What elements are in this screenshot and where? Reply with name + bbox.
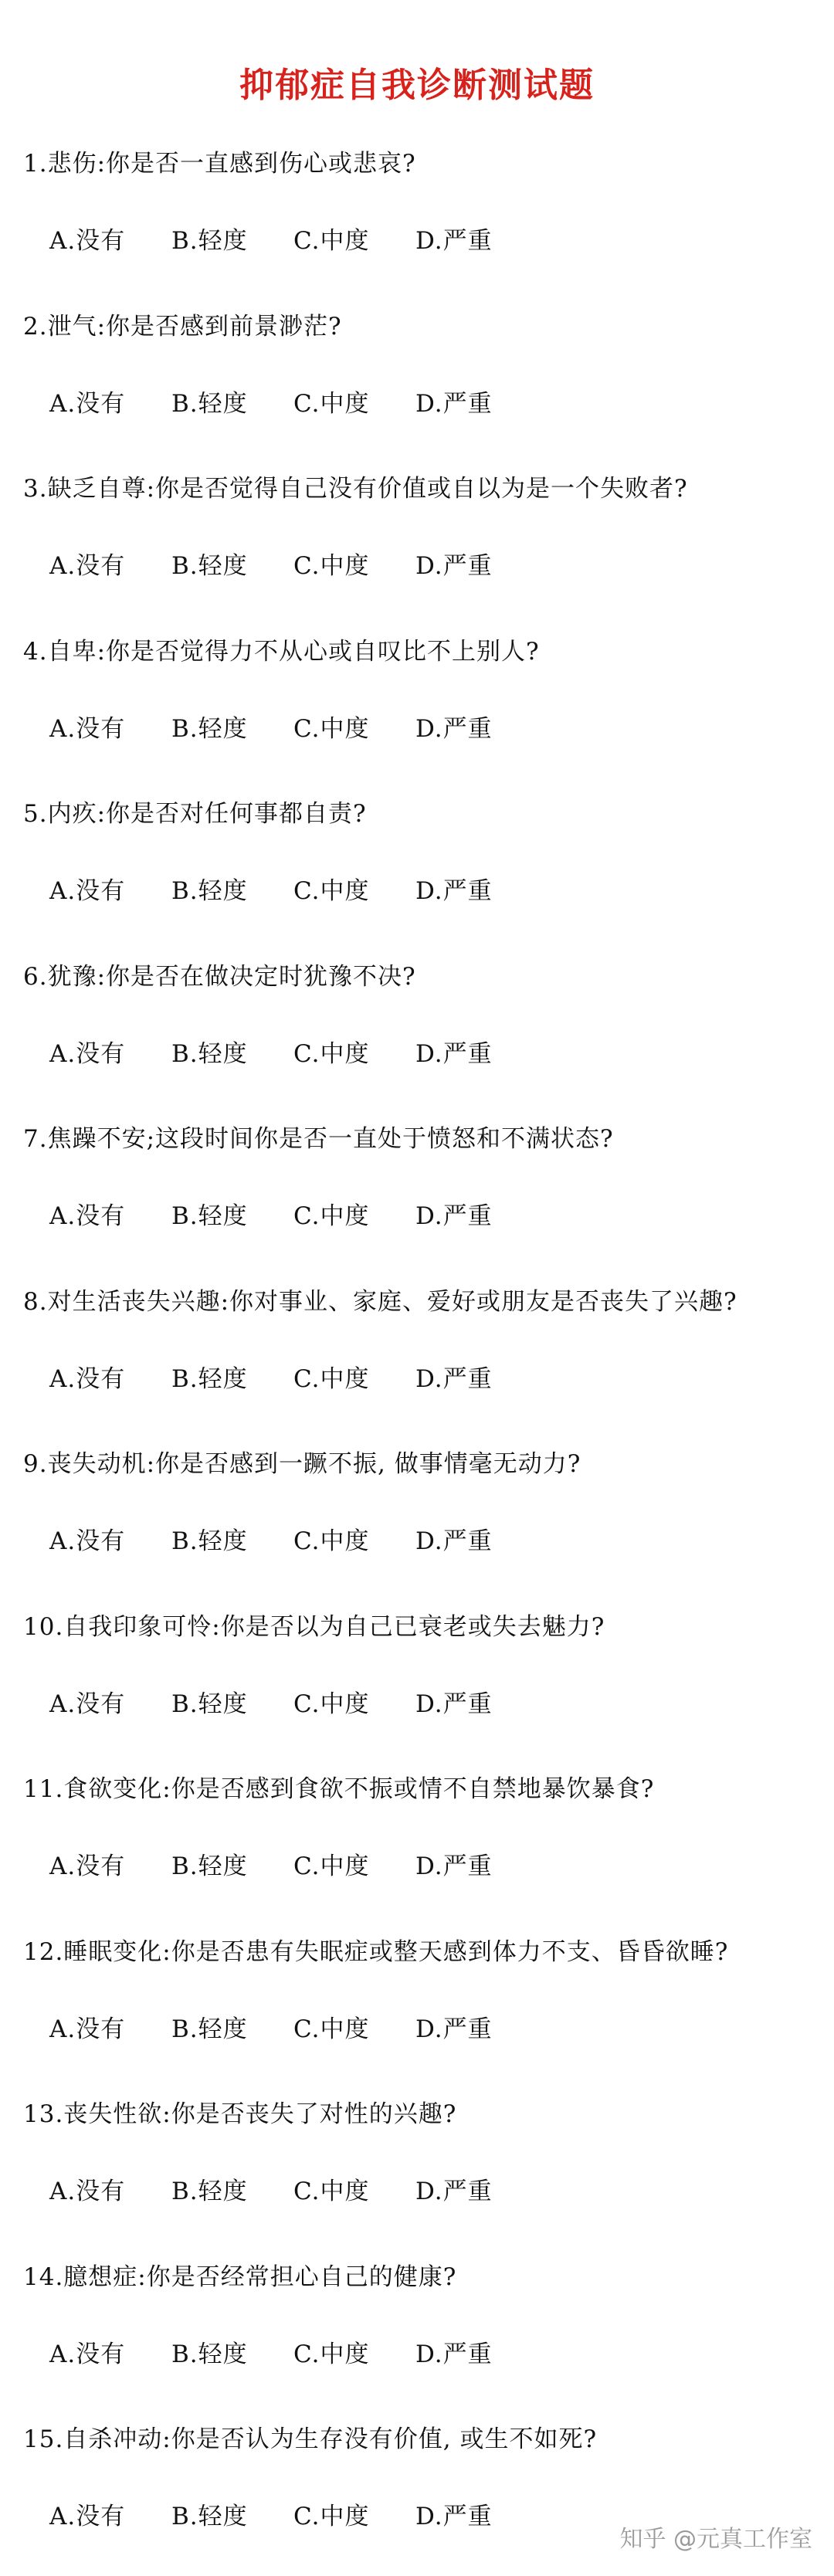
answer-option[interactable]: C.中度 <box>293 2340 370 2368</box>
answer-option[interactable]: D.严重 <box>415 1202 493 1230</box>
question-item <box>23 635 819 743</box>
answer-option[interactable]: C.中度 <box>293 390 370 418</box>
answer-option[interactable]: A.没有 <box>49 715 126 743</box>
answer-option[interactable]: A.没有 <box>49 2503 126 2530</box>
answer-options <box>49 1524 537 1558</box>
answer-option[interactable]: C.中度 <box>293 1527 370 1555</box>
answer-option[interactable]: A.没有 <box>49 390 126 418</box>
answer-options <box>49 2174 537 2208</box>
answer-option[interactable]: B.轻度 <box>171 2340 248 2368</box>
question-item <box>23 472 819 580</box>
answer-option[interactable]: B.轻度 <box>171 1040 248 1068</box>
answer-option[interactable]: D.严重 <box>415 1690 493 1718</box>
answer-options <box>49 1199 537 1233</box>
answer-options <box>49 874 537 908</box>
answer-option[interactable]: C.中度 <box>293 877 370 905</box>
answer-option[interactable]: D.严重 <box>415 1852 493 1880</box>
answer-option[interactable]: B.轻度 <box>171 877 248 905</box>
answer-option[interactable]: C.中度 <box>293 2015 370 2043</box>
answer-option[interactable]: D.严重 <box>415 1365 493 1393</box>
question-text: 11.食欲变化:你是否感到食欲不振或情不自禁地暴饮暴食? <box>23 1775 655 1803</box>
answer-options <box>49 2337 537 2371</box>
answer-option[interactable]: C.中度 <box>293 1365 370 1393</box>
answer-options <box>49 387 537 421</box>
question-text: 15.自杀冲动:你是否认为生存没有价值, 或生不如死? <box>23 2425 598 2453</box>
answer-option[interactable]: D.严重 <box>415 2503 493 2530</box>
question-text: 10.自我印象可怜:你是否以为自己已衰老或失去魅力? <box>23 1613 605 1641</box>
question-item <box>23 1610 819 1718</box>
answer-option[interactable]: D.严重 <box>415 877 493 905</box>
question-item <box>23 1285 819 1393</box>
question-item <box>23 147 819 255</box>
question-item <box>23 1935 819 2043</box>
answer-option[interactable]: A.没有 <box>49 2178 126 2205</box>
question-item <box>23 1772 819 1880</box>
answer-option[interactable]: A.没有 <box>49 1202 126 1230</box>
answer-option[interactable]: C.中度 <box>293 1202 370 1230</box>
answer-option[interactable]: C.中度 <box>293 227 370 255</box>
answer-option[interactable]: B.轻度 <box>171 1527 248 1555</box>
answer-option[interactable]: A.没有 <box>49 1527 126 1555</box>
answer-option[interactable]: D.严重 <box>415 227 493 255</box>
answer-option[interactable]: D.严重 <box>415 2178 493 2205</box>
question-text: 8.对生活丧失兴趣:你对事业、家庭、爱好或朋友是否丧失了兴趣? <box>23 1288 737 1316</box>
question-text: 2.泄气:你是否感到前景渺茫? <box>23 313 342 341</box>
answer-option[interactable]: B.轻度 <box>171 1202 248 1230</box>
question-text: 1.悲伤:你是否一直感到伤心或悲哀? <box>23 150 416 178</box>
answer-option[interactable]: B.轻度 <box>171 1690 248 1718</box>
question-item <box>23 797 819 905</box>
answer-option[interactable]: C.中度 <box>293 552 370 580</box>
answer-option[interactable]: D.严重 <box>415 2340 493 2368</box>
answer-option[interactable]: C.中度 <box>293 2178 370 2205</box>
answer-option[interactable]: A.没有 <box>49 2340 126 2368</box>
answer-options <box>49 1362 537 1396</box>
answer-option[interactable]: A.没有 <box>49 227 126 255</box>
question-item <box>23 1122 819 1230</box>
answer-options <box>49 1037 537 1071</box>
answer-option[interactable]: B.轻度 <box>171 227 248 255</box>
answer-option[interactable]: B.轻度 <box>171 2503 248 2530</box>
answer-option[interactable]: C.中度 <box>293 1040 370 1068</box>
question-text: 5.内疚:你是否对任何事都自责? <box>23 800 367 828</box>
question-item <box>23 2422 819 2530</box>
answer-option[interactable]: A.没有 <box>49 1690 126 1718</box>
answer-option[interactable]: B.轻度 <box>171 2015 248 2043</box>
question-item <box>23 310 819 418</box>
watermark: 知乎 @元真工作室 <box>619 2526 812 2553</box>
answer-option[interactable]: A.没有 <box>49 2015 126 2043</box>
answer-option[interactable]: D.严重 <box>415 552 493 580</box>
answer-option[interactable]: A.没有 <box>49 1365 126 1393</box>
question-item <box>23 2260 819 2368</box>
question-text: 12.睡眠变化:你是否患有失眠症或整天感到体力不支、昏昏欲睡? <box>23 1938 729 1966</box>
question-text: 13.丧失性欲:你是否丧失了对性的兴趣? <box>23 2100 457 2128</box>
answer-option[interactable]: D.严重 <box>415 2015 493 2043</box>
question-item <box>23 960 819 1068</box>
answer-option[interactable]: C.中度 <box>293 715 370 743</box>
answer-option[interactable]: C.中度 <box>293 1690 370 1718</box>
question-item <box>23 1447 819 1555</box>
question-text: 4.自卑:你是否觉得力不从心或自叹比不上别人? <box>23 638 540 666</box>
answer-option[interactable]: B.轻度 <box>171 2178 248 2205</box>
answer-option[interactable]: A.没有 <box>49 552 126 580</box>
answer-option[interactable]: C.中度 <box>293 2503 370 2530</box>
answer-options <box>49 2500 537 2534</box>
answer-option[interactable]: B.轻度 <box>171 1365 248 1393</box>
answer-option[interactable]: D.严重 <box>415 715 493 743</box>
answer-options <box>49 1849 537 1883</box>
answer-option[interactable]: B.轻度 <box>171 552 248 580</box>
answer-options <box>49 2012 537 2046</box>
answer-options <box>49 549 537 583</box>
answer-options <box>49 1687 537 1721</box>
question-text: 14.臆想症:你是否经常担心自己的健康? <box>23 2263 457 2291</box>
answer-options <box>49 712 537 746</box>
question-text: 3.缺乏自尊:你是否觉得自己没有价值或自以为是一个失败者? <box>23 475 688 503</box>
page-title: 抑郁症自我诊断测试题 <box>239 66 595 105</box>
answer-option[interactable]: B.轻度 <box>171 390 248 418</box>
question-item <box>23 2097 819 2205</box>
question-text: 6.犹豫:你是否在做决定时犹豫不决? <box>23 963 416 991</box>
question-text: 9.丧失动机:你是否感到一蹶不振, 做事情毫无动力? <box>23 1450 581 1478</box>
answer-option[interactable]: A.没有 <box>49 1040 126 1068</box>
answer-option[interactable]: B.轻度 <box>171 1852 248 1880</box>
answer-option[interactable]: C.中度 <box>293 1852 370 1880</box>
question-text: 7.焦躁不安;这段时间你是否一直处于愤怒和不满状态? <box>23 1125 614 1153</box>
answer-option[interactable]: D.严重 <box>415 390 493 418</box>
answer-options <box>49 224 537 258</box>
answer-option[interactable]: D.严重 <box>415 1527 493 1555</box>
answer-option[interactable]: A.没有 <box>49 877 126 905</box>
answer-option[interactable]: B.轻度 <box>171 715 248 743</box>
answer-option[interactable]: A.没有 <box>49 1852 126 1880</box>
answer-option[interactable]: D.严重 <box>415 1040 493 1068</box>
